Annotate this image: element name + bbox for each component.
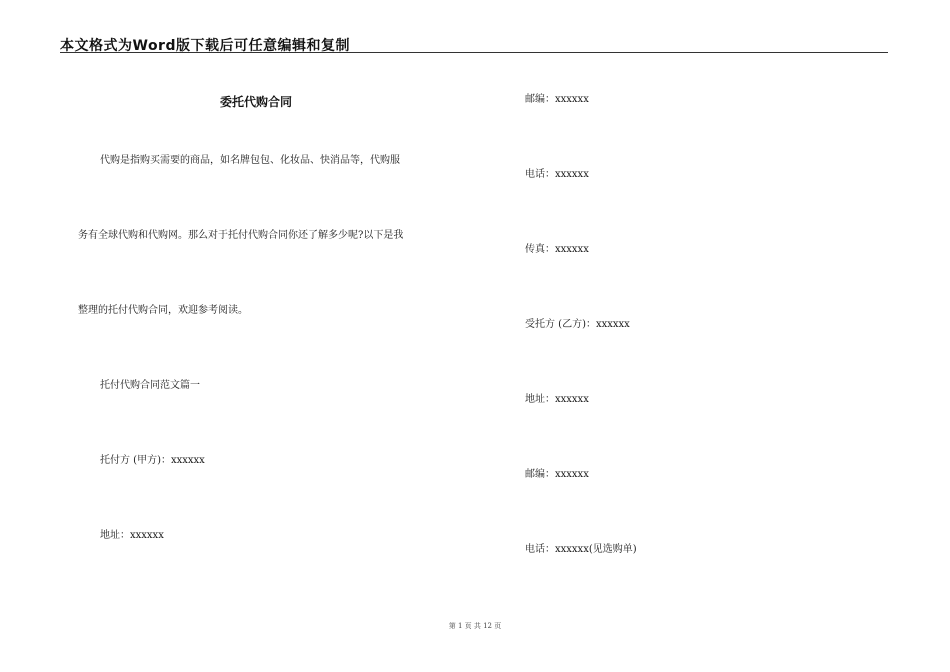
header-divider	[60, 52, 888, 53]
document-title: 委托代购合同	[220, 95, 293, 109]
section-heading: 托付代购合同范文篇一	[100, 380, 200, 391]
party-b-name: 受托方 (乙方)：xxxxxx	[525, 319, 630, 330]
intro-paragraph-line-1: 代购是指购买需要的商品，如名牌包包、化妆品、快消品等，代购服	[100, 155, 400, 166]
party-b-postcode: 邮编：xxxxxx	[525, 469, 589, 480]
party-a-address: 地址：xxxxxx	[100, 530, 164, 541]
party-a-fax: 传真：xxxxxx	[525, 244, 589, 255]
party-a-postcode: 邮编：xxxxxx	[525, 94, 589, 105]
party-b-phone: 电话：xxxxxx(见选购单)	[525, 544, 637, 555]
party-a-name: 托付方 (甲方)：xxxxxx	[100, 455, 205, 466]
intro-paragraph-line-2: 务有全球代购和代购网。那么对于托付代购合同你还了解多少呢?以下是我	[78, 230, 404, 241]
party-a-phone: 电话：xxxxxx	[525, 169, 589, 180]
intro-paragraph-line-3: 整理的托付代购合同，欢迎参考阅读。	[78, 305, 248, 316]
page-footer: 第 1 页 共 12 页	[448, 622, 502, 630]
party-b-address: 地址：xxxxxx	[525, 394, 589, 405]
header-banner: 本文格式为Word版下载后可任意编辑和复制	[60, 38, 350, 54]
